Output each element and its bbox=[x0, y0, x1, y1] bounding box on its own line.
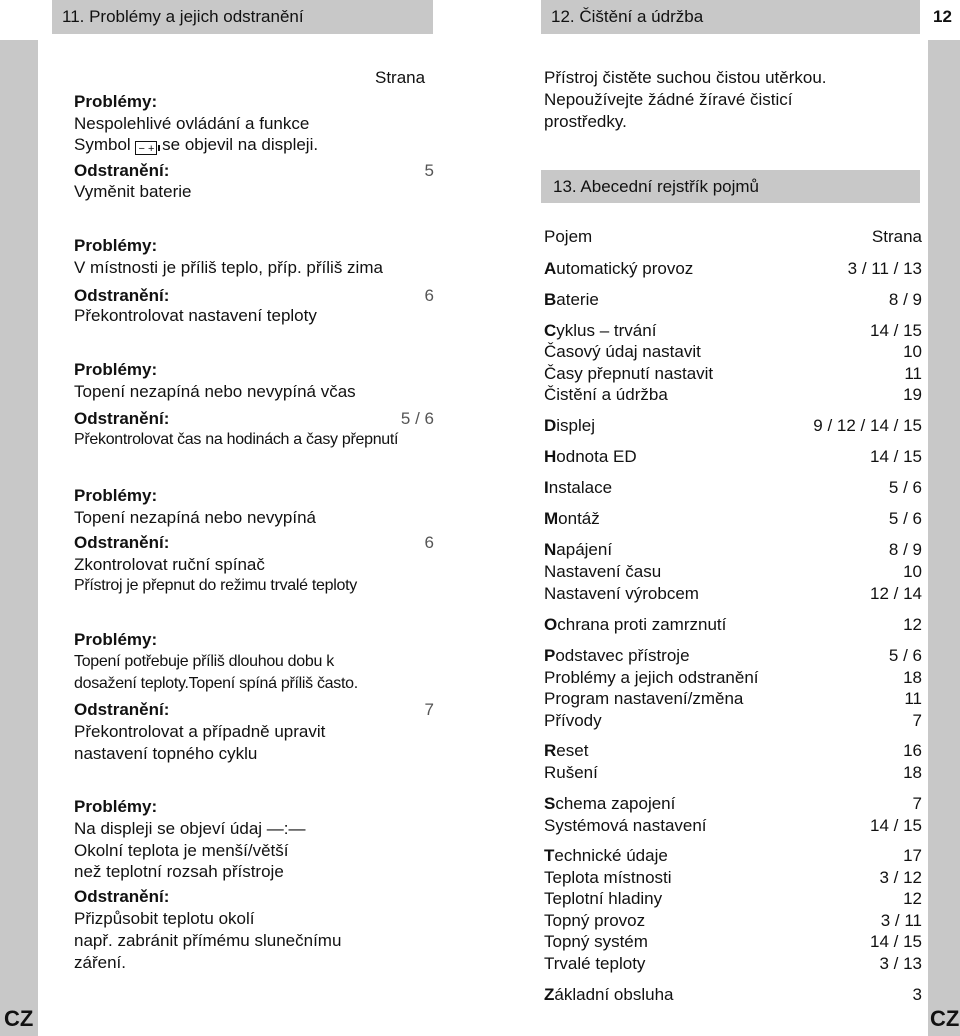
problems-label: Problémy: bbox=[74, 486, 158, 505]
index-entry bbox=[544, 954, 922, 974]
index-term-initial: I bbox=[544, 478, 549, 497]
fix-page: 6 bbox=[424, 533, 434, 552]
index-term-initial: N bbox=[544, 540, 557, 559]
index-term bbox=[544, 889, 662, 909]
index-page: 10 bbox=[903, 562, 922, 581]
problem-text: Na displeji se objeví údaj —:— bbox=[74, 819, 306, 838]
index-term-rest: echnické údaje bbox=[554, 846, 668, 865]
index-term bbox=[544, 668, 759, 688]
index-page: 5 / 6 bbox=[888, 509, 922, 528]
index-term-initial: T bbox=[544, 846, 555, 865]
index-entry bbox=[544, 794, 922, 814]
index-term-rest: Topný provoz bbox=[544, 911, 646, 930]
index-term-initial: D bbox=[544, 416, 557, 435]
index-entry bbox=[544, 615, 922, 635]
index-term-initial: C bbox=[544, 321, 557, 340]
index-term bbox=[544, 509, 600, 529]
symbol-before: Symbol bbox=[74, 135, 131, 154]
index-entry bbox=[544, 816, 922, 836]
index-term bbox=[544, 447, 637, 467]
fix-text: Překontrolovat nastavení teploty bbox=[74, 306, 317, 325]
fix-text: Přístroj je přepnut do režimu trvalé teploty bbox=[74, 577, 357, 594]
index-entry bbox=[544, 416, 922, 436]
index-term-rest: chrana proti zamrznutí bbox=[557, 615, 727, 634]
index-term-rest: eset bbox=[556, 741, 589, 760]
fix-text: nastavení topného cyklu bbox=[74, 744, 258, 763]
index-term-initial: Z bbox=[544, 985, 555, 1004]
index-term-rest: Nastavení výrobcem bbox=[544, 584, 699, 603]
index-page: 9 / 12 / 14 / 15 bbox=[813, 416, 922, 435]
problem-text: Topení nezapíná nebo nevypíná bbox=[74, 508, 316, 527]
index-header bbox=[544, 227, 922, 247]
header-left-title: 11. Problémy a jejich odstranění bbox=[62, 7, 304, 26]
problem-text: než teplotní rozsah přístroje bbox=[74, 862, 284, 881]
index-term-rest: ontáž bbox=[558, 509, 600, 528]
problem-text: dosažení teploty.Topení spíná příliš často. bbox=[74, 675, 358, 692]
index-page: 17 bbox=[903, 846, 922, 865]
index-term bbox=[544, 321, 656, 341]
problems-label: Problémy: bbox=[74, 236, 158, 255]
fix-label: Odstranění: bbox=[74, 409, 170, 428]
index-term-rest: isplej bbox=[556, 416, 596, 435]
index-term-rest: aterie bbox=[556, 290, 599, 309]
index-page: 16 bbox=[903, 741, 922, 760]
index-page: 5 / 6 bbox=[888, 478, 922, 497]
fix-text: Překontrolovat a případně upravit bbox=[74, 722, 326, 741]
battery-icon: − + bbox=[135, 141, 157, 155]
fix-label: Odstranění: bbox=[74, 887, 170, 906]
page-number: 12 bbox=[933, 7, 952, 26]
index-term bbox=[544, 478, 612, 498]
index-term-rest: nstalace bbox=[548, 478, 613, 497]
index-page: 3 / 11 bbox=[880, 911, 922, 930]
index-page: 3 bbox=[912, 985, 922, 1004]
index-page: 12 bbox=[903, 889, 922, 908]
index-page: 14 / 15 bbox=[870, 932, 922, 951]
problems-label: Problémy: bbox=[74, 630, 158, 649]
fix-text: např. zabránit přímému slunečnímu bbox=[74, 931, 342, 950]
problem-text: Okolní teplota je menší/větší bbox=[74, 841, 289, 860]
index-term-initial: B bbox=[544, 290, 557, 309]
header-right-title: 12. Čištění a údržba bbox=[551, 7, 704, 26]
index-term bbox=[544, 741, 588, 761]
index-term-initial: H bbox=[544, 447, 557, 466]
problems-label: Problémy: bbox=[74, 797, 158, 816]
index-entry bbox=[544, 447, 922, 467]
index-term bbox=[544, 342, 701, 362]
fix-page: 7 bbox=[424, 700, 434, 719]
index-term bbox=[544, 385, 668, 405]
index-page: 19 bbox=[903, 385, 922, 404]
index-page: 18 bbox=[903, 763, 922, 782]
index-entry bbox=[544, 911, 922, 931]
fix-label: Odstranění: bbox=[74, 700, 170, 719]
index-entry bbox=[544, 646, 922, 666]
fix-text: Zkontrolovat ruční spínač bbox=[74, 555, 265, 574]
index-entry bbox=[544, 478, 922, 498]
index-page: 14 / 15 bbox=[870, 321, 922, 340]
index-entry bbox=[544, 889, 922, 909]
index-term-rest: Přívody bbox=[544, 711, 602, 730]
index-term-rest: Časový údaj nastavit bbox=[544, 342, 701, 361]
index-term-rest: apájení bbox=[556, 540, 613, 559]
index-page: 14 / 15 bbox=[870, 447, 922, 466]
index-entry bbox=[544, 868, 922, 888]
index-term-rest: chema zapojení bbox=[555, 794, 676, 813]
fix-label: Odstranění: bbox=[74, 286, 170, 305]
index-term bbox=[544, 259, 693, 279]
strana-label: Strana bbox=[375, 68, 426, 87]
index-page: 12 / 14 bbox=[870, 584, 922, 603]
index-page: 8 / 9 bbox=[888, 540, 922, 559]
index-term bbox=[544, 290, 599, 310]
index-term-rest: Trvalé teploty bbox=[544, 954, 646, 973]
index-page: 3 / 13 bbox=[879, 954, 922, 973]
fix-label: Odstranění: bbox=[74, 533, 170, 552]
symbol-after: se objevil na displeji. bbox=[162, 135, 319, 154]
index-page: 8 / 9 bbox=[888, 290, 922, 309]
index-term-rest: Teplota místnosti bbox=[544, 868, 672, 887]
index-term-rest: Systémová nastavení bbox=[544, 816, 707, 835]
index-term bbox=[544, 646, 690, 666]
index-term-rest: yklus – trvání bbox=[556, 321, 657, 340]
index-term-initial: O bbox=[544, 615, 558, 634]
index-term-rest: odstavec přístroje bbox=[555, 646, 690, 665]
problem-text: Topení nezapíná nebo nevypíná včas bbox=[74, 382, 356, 401]
index-entry bbox=[544, 385, 922, 405]
index-title: 13. Abecední rejstřík pojmů bbox=[553, 177, 760, 196]
problems-label: Problémy: bbox=[74, 92, 158, 111]
index-title-bar bbox=[541, 170, 920, 203]
index-term bbox=[544, 816, 707, 836]
index-term bbox=[544, 540, 612, 560]
index-term-rest: Topný systém bbox=[544, 932, 648, 951]
problem-text: Nespolehlivé ovládání a funkce bbox=[74, 114, 310, 133]
index-term-initial: P bbox=[544, 646, 556, 665]
cleaning-text: Přístroj čistěte suchou čistou utěrkou. bbox=[544, 68, 827, 87]
index-term bbox=[544, 562, 661, 582]
index-term bbox=[544, 364, 713, 384]
fix-page: 5 bbox=[424, 161, 434, 180]
index-term-initial: R bbox=[544, 741, 557, 760]
index-page: 5 / 6 bbox=[888, 646, 922, 665]
index-term-rest: utomatický provoz bbox=[556, 259, 694, 278]
index-header-page: Strana bbox=[871, 227, 922, 246]
index-term-rest: Rušení bbox=[544, 763, 598, 782]
index-term bbox=[544, 711, 602, 731]
fix-text: Překontrolovat čas na hodinách a časy přepnutí bbox=[74, 431, 399, 448]
index-term bbox=[544, 689, 743, 709]
index-entry bbox=[544, 259, 922, 279]
index-term-initial: M bbox=[544, 509, 559, 528]
index-page: 11 bbox=[904, 364, 922, 383]
index-term bbox=[544, 794, 675, 814]
side-label-left: CZ bbox=[4, 1006, 34, 1031]
index-entry bbox=[544, 689, 922, 709]
index-term bbox=[544, 911, 645, 931]
index-entry bbox=[544, 540, 922, 560]
index-term-rest: Teplotní hladiny bbox=[544, 889, 663, 908]
index-entry bbox=[544, 932, 922, 952]
index-page: 7 bbox=[912, 711, 922, 730]
index-term bbox=[544, 584, 699, 604]
index-entry bbox=[544, 509, 922, 529]
index-term-rest: odnota ED bbox=[556, 447, 637, 466]
problem-text: V místnosti je příliš teplo, příp. příliš zima bbox=[74, 258, 383, 277]
index-page: 3 / 12 bbox=[879, 868, 922, 887]
index-entry bbox=[544, 290, 922, 310]
fix-text: záření. bbox=[74, 953, 126, 972]
index-entry bbox=[544, 985, 922, 1005]
fix-page: 5 / 6 bbox=[400, 409, 434, 428]
problem-symbol-line bbox=[74, 135, 318, 155]
index-page: 10 bbox=[903, 342, 922, 361]
index-entry bbox=[544, 763, 922, 783]
index-entry bbox=[544, 342, 922, 362]
problem-text: Topení potřebuje příliš dlouhou dobu k bbox=[74, 653, 334, 670]
index-term bbox=[544, 868, 672, 888]
index-term bbox=[544, 763, 598, 783]
cleaning-text: prostředky. bbox=[544, 112, 627, 131]
index-entry bbox=[544, 668, 922, 688]
index-entry bbox=[544, 321, 922, 341]
cleaning-text: Nepoužívejte žádné žíravé čisticí bbox=[544, 90, 793, 109]
fix-text: Vyměnit baterie bbox=[74, 182, 192, 201]
index-header-term: Pojem bbox=[544, 227, 593, 246]
index-entry bbox=[544, 584, 922, 604]
header-right-bar bbox=[541, 0, 920, 34]
index-term bbox=[544, 416, 595, 436]
index-term-rest: ákladní obsluha bbox=[554, 985, 674, 1004]
index-page: 18 bbox=[903, 668, 922, 687]
index-entry bbox=[544, 562, 922, 582]
header-left-bar bbox=[52, 0, 433, 34]
index-entry bbox=[544, 846, 922, 866]
index-term-rest: Problémy a jejich odstranění bbox=[544, 668, 759, 687]
index-term bbox=[544, 985, 673, 1005]
index-entry bbox=[544, 741, 922, 761]
index-page: 14 / 15 bbox=[870, 816, 922, 835]
index-term-initial: S bbox=[544, 794, 556, 813]
fix-page: 6 bbox=[424, 286, 434, 305]
index-page: 11 bbox=[904, 689, 922, 708]
index-term-rest: Nastavení času bbox=[544, 562, 662, 581]
problems-label: Problémy: bbox=[74, 360, 158, 379]
index-term bbox=[544, 615, 726, 635]
right-side-strip bbox=[928, 40, 960, 1036]
index-term-rest: Časy přepnutí nastavit bbox=[544, 364, 714, 383]
index-term bbox=[544, 954, 645, 974]
index-term bbox=[544, 932, 648, 952]
fix-text: Přizpůsobit teplotu okolí bbox=[74, 909, 255, 928]
fix-label: Odstranění: bbox=[74, 161, 170, 180]
index-entry bbox=[544, 364, 922, 384]
index-entry bbox=[544, 711, 922, 731]
index-page: 12 bbox=[903, 615, 922, 634]
index-term-initial: A bbox=[544, 259, 557, 278]
index-page: 3 / 11 / 13 bbox=[847, 259, 922, 278]
index-term-rest: Program nastavení/změna bbox=[544, 689, 744, 708]
index-term-rest: Čistění a údržba bbox=[544, 385, 668, 404]
index-page: 7 bbox=[912, 794, 922, 813]
index-term bbox=[544, 846, 668, 866]
side-label-right: CZ bbox=[930, 1006, 960, 1031]
